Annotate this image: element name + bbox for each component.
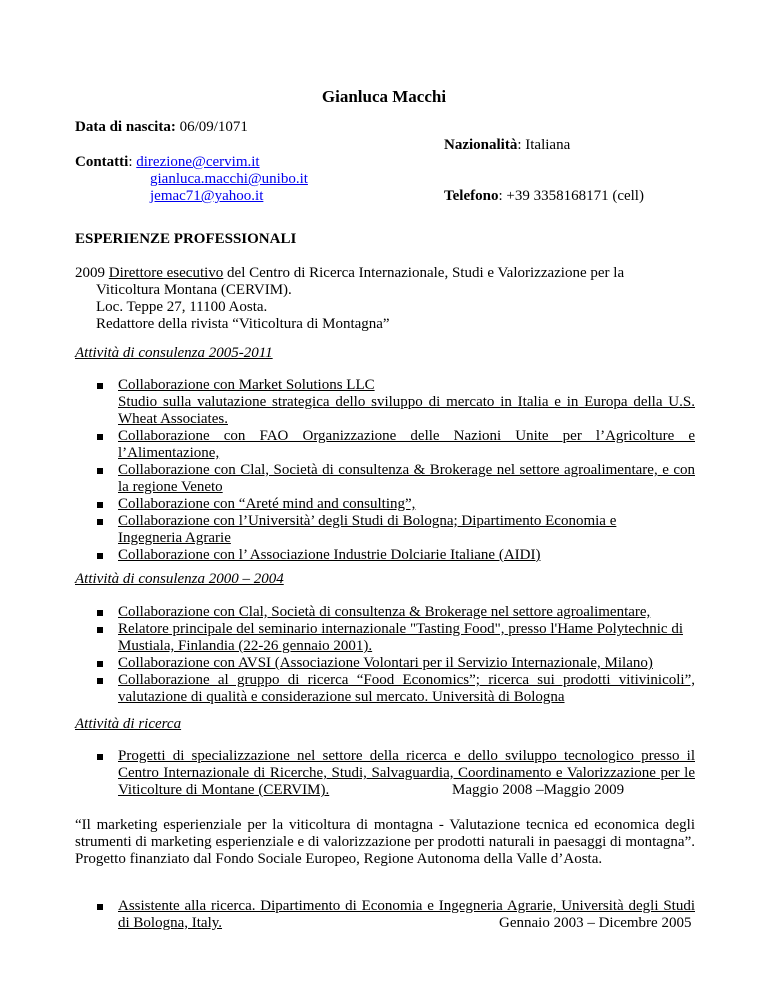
research-item1-date: Maggio 2008 –Maggio 2009 <box>452 782 625 798</box>
job-description-1: del Centro di Ricerca Internazionale, Studi e Valorizzazione per la <box>223 265 625 281</box>
subsection-consulting-2005: Attività di consulenza 2005-2011 <box>75 345 273 361</box>
list-item <box>75 672 695 706</box>
email-link-1[interactable]: direzione@cervim.it <box>136 154 260 170</box>
research-paragraph: “Il marketing esperienziale per la viticoltura di montagna - Valutazione tecnica ed economica degli strumenti di marketing esperienziale e di valorizzazione per prodotti naturali in paesaggi di montagna”. Progetto finanziato dal Fondo Sociale Europeo, Regione Autonoma della Valle d’Aosta. <box>75 817 695 867</box>
list-item-text: Relatore principale del seminario internazionale "Tasting Food", presso l'Hame Polytechnic di Mustiala, Finlandia (22-26 gennaio 2001). <box>118 621 683 654</box>
list-item-text: Collaborazione al gruppo di ricerca “Food Economics”; ricerca sui prodotti vitivinicoli”, valutazione di qualità e considerazione sul mercato. Università di Bologna <box>118 672 695 705</box>
subsection-research: Attività di ricerca <box>75 716 182 732</box>
birth-date-label: Data di nascita: <box>75 119 176 135</box>
cv-name: Gianluca Macchi <box>321 87 447 106</box>
bullet-icon <box>97 468 103 474</box>
bullet-icon <box>97 383 103 389</box>
bullet-icon <box>97 502 103 508</box>
list-item-detail: Studio sulla valutazione strategica dello sviluppo di mercato in Italia e in Europa della U.S. Wheat Associates. <box>118 394 695 427</box>
list-item <box>75 655 695 672</box>
bullet-icon <box>97 678 103 684</box>
list-item-text: Collaborazione con AVSI (Associazione Volontari per il Servizio Internazionale, Milano) <box>118 655 653 671</box>
research-item2-date: Gennaio 2003 – Dicembre 2005 <box>499 915 692 931</box>
contacts-label: Contatti <box>75 154 129 170</box>
job-address: Loc. Teppe 27, 11100 Aosta. <box>96 299 268 315</box>
subsection-consulting-2000: Attività di consulenza 2000 – 2004 <box>75 571 284 587</box>
list-item <box>75 621 695 655</box>
bullet-icon <box>97 904 103 910</box>
list-item-text: Collaborazione con FAO Organizzazione delle Nazioni Unite per l’Agricolture e l’Alimentazione, <box>118 428 695 461</box>
consulting-2005-list <box>75 377 695 564</box>
list-item-text: Assistente alla ricerca. Dipartimento di Economia e Ingegneria Agrarie, Università degli Studi di Bologna, Italy. <box>118 898 695 931</box>
list-item <box>75 604 695 621</box>
list-item <box>75 547 695 564</box>
bullet-icon <box>97 661 103 667</box>
consulting-2000-list <box>75 604 695 706</box>
job-editor: Redattore della rivista “Viticoltura di Montagna” <box>96 316 390 332</box>
phone-row <box>444 188 644 205</box>
contacts-separator: : <box>128 154 137 170</box>
job-entry <box>75 265 715 333</box>
nationality-value: Italiana <box>521 137 571 153</box>
list-item <box>75 377 695 428</box>
job-year: 2009 <box>75 265 105 281</box>
list-item <box>75 496 695 513</box>
list-item-text: Collaborazione con “Areté mind and consulting”, <box>118 496 416 512</box>
bullet-icon <box>97 519 103 525</box>
phone-value: : +39 3358168171 (cell) <box>498 188 644 204</box>
bullet-icon <box>97 553 103 559</box>
bullet-icon <box>97 610 103 616</box>
job-description-2: Viticoltura Montana (CERVIM). <box>96 282 292 298</box>
email-link-2[interactable]: gianluca.macchi@unibo.it <box>150 171 308 187</box>
email-link-3[interactable]: jemac71@yahoo.it <box>150 188 264 204</box>
section-heading-experience: ESPERIENZE PROFESSIONALI <box>75 231 297 247</box>
birth-date-row <box>75 119 248 136</box>
list-item <box>75 462 695 496</box>
nationality-label: Nazionalità <box>444 137 518 153</box>
birth-date-value: 06/09/1071 <box>175 119 248 135</box>
list-item-text: Collaborazione con l’Università’ degli Studi di Bologna; Dipartimento Economia e Ingegneria Agrarie <box>118 513 617 546</box>
list-item-text: Collaborazione con Market Solutions LLC <box>118 377 375 393</box>
list-item-text: Collaborazione con l’ Associazione Industrie Dolciarie Italiane (AIDI) <box>118 547 541 563</box>
bullet-icon <box>97 754 103 760</box>
bullet-icon <box>97 627 103 633</box>
nationality-separator: : <box>517 137 522 153</box>
list-item <box>75 428 695 462</box>
list-item-text: Progetti di specializzazione nel settore della ricerca e dello sviluppo tecnologico presso il Centro Internazionale di Ricerche, Studi, Salvaguardia, Coordinamento e Valorizzazione per le Viticolture di Montane (CERVIM). <box>118 748 695 798</box>
list-item-text: Collaborazione con Clal, Società di consultenza & Brokerage nel settore agroalimentare, e con la regione Veneto <box>118 462 695 495</box>
list-item-text: Collaborazione con Clal, Società di consultenza & Brokerage nel settore agroalimentare, <box>118 604 651 620</box>
contacts-block <box>75 154 308 205</box>
bullet-icon <box>97 434 103 440</box>
list-item <box>75 513 695 547</box>
phone-label: Telefono <box>444 188 499 204</box>
job-role: Direttore esecutivo <box>108 265 224 281</box>
nationality-row <box>444 137 570 154</box>
